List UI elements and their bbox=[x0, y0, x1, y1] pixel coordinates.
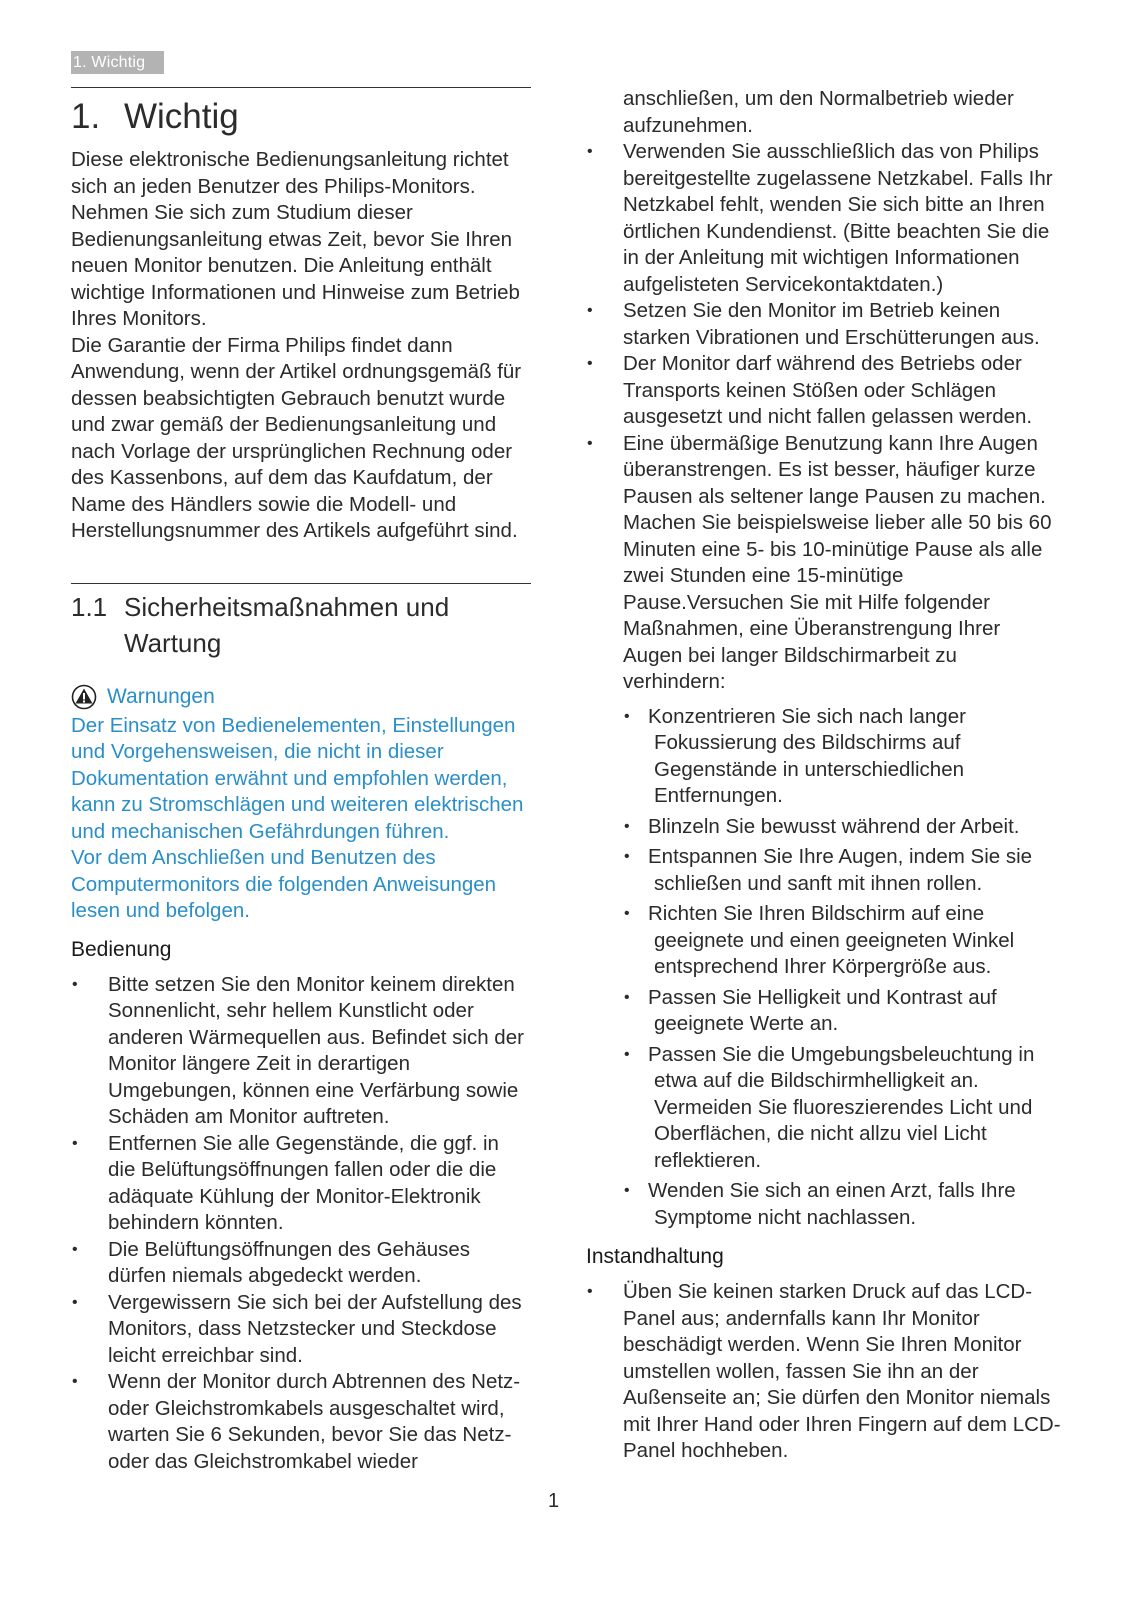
bedienung-list-continued bbox=[586, 86, 1061, 139]
list-item: • Eine übermäßige Benutzung kann Ihre Augen überanstrengen. Es ist besser, häufiger kurze Pausen als seltener lange Pausen zu machen. Machen Sie beispielsweise lieber alle 50 bis 60 Minuten eine 5- bis 10-minütige Pause als alle zwei Stunden eine 15-minütige Pause.Versuchen Sie mit Hilfe folgender Maßnahmen, eine Überanstrengung Ihrer Augen bei langer Bildschirmarbeit zu verhindern: bbox=[586, 431, 1061, 696]
right-column bbox=[586, 86, 1061, 1465]
subsection-number: 1.1 bbox=[71, 591, 108, 622]
bedienung-list-right bbox=[586, 139, 1061, 696]
warning-text-2: Vor dem Anschließen und Benutzen des Computermonitors die folgenden Anweisungen lesen und befolgen. bbox=[71, 846, 497, 922]
chapter-title-text: Wichtig bbox=[124, 97, 239, 136]
sub-list-item: • Entspannen Sie Ihre Augen, indem Sie sie schließen und sanft mit ihnen rollen. bbox=[623, 844, 1061, 897]
page-number: 1 bbox=[548, 1490, 560, 1512]
list-item: • Die Belüftungsöffnungen des Gehäuses dürfen niemals abgedeckt werden. bbox=[71, 1237, 531, 1290]
sub-list-item: • Wenden Sie sich an einen Arzt, falls Ihre Symptome nicht nachlassen. bbox=[623, 1178, 1061, 1231]
eye-care-sublist bbox=[586, 704, 1061, 1232]
subsection-rule bbox=[71, 583, 531, 584]
list-item: • Üben Sie keinen starken Druck auf das LCD-Panel aus; andernfalls kann Ihr Monitor beschädigt werden. Wenn Sie Ihren Monitor umstellen wollen, fassen Sie ihn an der Außenseite an; Sie dürfen den Monitor niemals mit Ihrer Hand oder Ihren Fingern auf dem LCD-Panel hochheben. bbox=[586, 1279, 1061, 1465]
chapter-number: 1. bbox=[71, 97, 101, 136]
sub-list-item: • Richten Sie Ihren Bildschirm auf eine geeignete und einen geeigneten Winkel entsprechend Ihrer Körpergröße aus. bbox=[623, 901, 1061, 981]
list-item: • Verwenden Sie ausschließlich das von Philips bereitgestellte zugelassene Netzkabel. Falls Ihr Netzkabel fehlt, wenden Sie sich bitte an Ihren örtlichen Kundendienst. (Bitte beachten Sie die in der Anleitung mit wichtigen Informationen aufgelisteten Servicekontaktdaten.) bbox=[586, 139, 1061, 298]
sub-list-item: • Passen Sie Helligkeit und Kontrast auf geeignete Werte an. bbox=[623, 985, 1061, 1038]
list-item: • Vergewissern Sie sich bei der Aufstellung des Monitors, dass Netzstecker und Steckdose leicht erreichbar sind. bbox=[71, 1290, 531, 1370]
list-item-continued: anschließen, um den Normalbetrieb wieder aufzunehmen. bbox=[623, 87, 1014, 137]
list-item: • Bitte setzen Sie den Monitor keinem direkten Sonnenlicht, sehr hellem Kunstlicht oder anderen Wärmequellen aus. Befindet sich der Monitor längere Zeit in derartigen Umgebungen, können eine Verfärbung sowie Schäden am Monitor auftreten. bbox=[71, 972, 531, 1131]
section-tab: 1. Wichtig bbox=[71, 51, 164, 74]
section-rule bbox=[71, 87, 531, 88]
warranty-paragraph: Die Garantie der Firma Philips findet dann Anwendung, wenn der Artikel ordnungsgemäß für dessen beabsichtigten Gebrauch benutzt wurde und zwar gemäß der Bedienungsanleitung und nach Vorlage der ursprünglichen Rechnung oder des Kassenbons, auf dem das Kaufdatum, der Name des Händlers sowie die Modell- und Herstellungsnummer des Artikels aufgeführt sind. bbox=[71, 333, 522, 542]
intro-paragraph: Diese elektronische Bedienungsanleitung richtet sich an jeden Benutzer des Philips-Monitors. Nehmen Sie sich zum Studium dieser Bedienungsanleitung etwas Zeit, bevor Sie Ihren neuen Monitor benutzen. Die Anleitung enthält wichtige Informationen und Hinweise zum Betrieb Ihres Monitors. bbox=[71, 148, 520, 330]
sub-list-item: • Konzentrieren Sie sich nach langer Fokussierung des Bildschirms auf Gegenstände in unterschiedlichen Entfernungen. bbox=[623, 704, 1061, 810]
list-item: • Der Monitor darf während des Betriebs oder Transports keinen Stößen oder Schlägen ausgesetzt und nicht fallen gelassen werden. bbox=[586, 351, 1061, 431]
left-column bbox=[71, 87, 531, 1475]
warning-text: Der Einsatz von Bedienelementen, Einstellungen und Vorgehensweisen, die nicht in dieser Dokumentation erwähnt und empfohlen werden, kann zu Stromschlägen und weiteren elektrischen und mechanischen Gefährdungen führen. bbox=[71, 713, 524, 843]
list-item: • Entfernen Sie alle Gegenstände, die ggf. in die Belüftungsöffnungen fallen oder die die adäquate Kühlung der Monitor-Elektronik behindern könnten. bbox=[71, 1131, 531, 1237]
instandhaltung-heading: Instandhaltung bbox=[586, 1245, 724, 1268]
sub-list-item: • Blinzeln Sie bewusst während der Arbeit. bbox=[623, 814, 1061, 841]
warning-icon bbox=[71, 684, 97, 710]
warning-label: Warnungen bbox=[107, 684, 215, 708]
subsection-title bbox=[71, 589, 531, 661]
instandhaltung-list bbox=[586, 1279, 1061, 1465]
subsection-title-text: Sicherheitsmaßnahmen und Wartung bbox=[124, 591, 450, 658]
list-item: • Wenn der Monitor durch Abtrennen des Netz- oder Gleichstromkabels ausgeschaltet wird, warten Sie 6 Sekunden, bevor Sie das Netz- oder das Gleichstromkabel wieder bbox=[71, 1369, 531, 1475]
warning-heading bbox=[71, 683, 531, 711]
bedienung-heading: Bedienung bbox=[71, 937, 172, 961]
chapter-title bbox=[71, 93, 531, 141]
sub-list-item: • Passen Sie die Umgebungsbeleuchtung in etwa auf die Bildschirmhelligkeit an. Vermeiden Sie fluoreszierendes Licht und Oberflächen, die nicht allzu viel Licht reflektieren. bbox=[623, 1042, 1061, 1175]
bedienung-list bbox=[71, 972, 531, 1476]
list-item: • Setzen Sie den Monitor im Betrieb keinen starken Vibrationen und Erschütterungen aus. bbox=[586, 298, 1061, 351]
